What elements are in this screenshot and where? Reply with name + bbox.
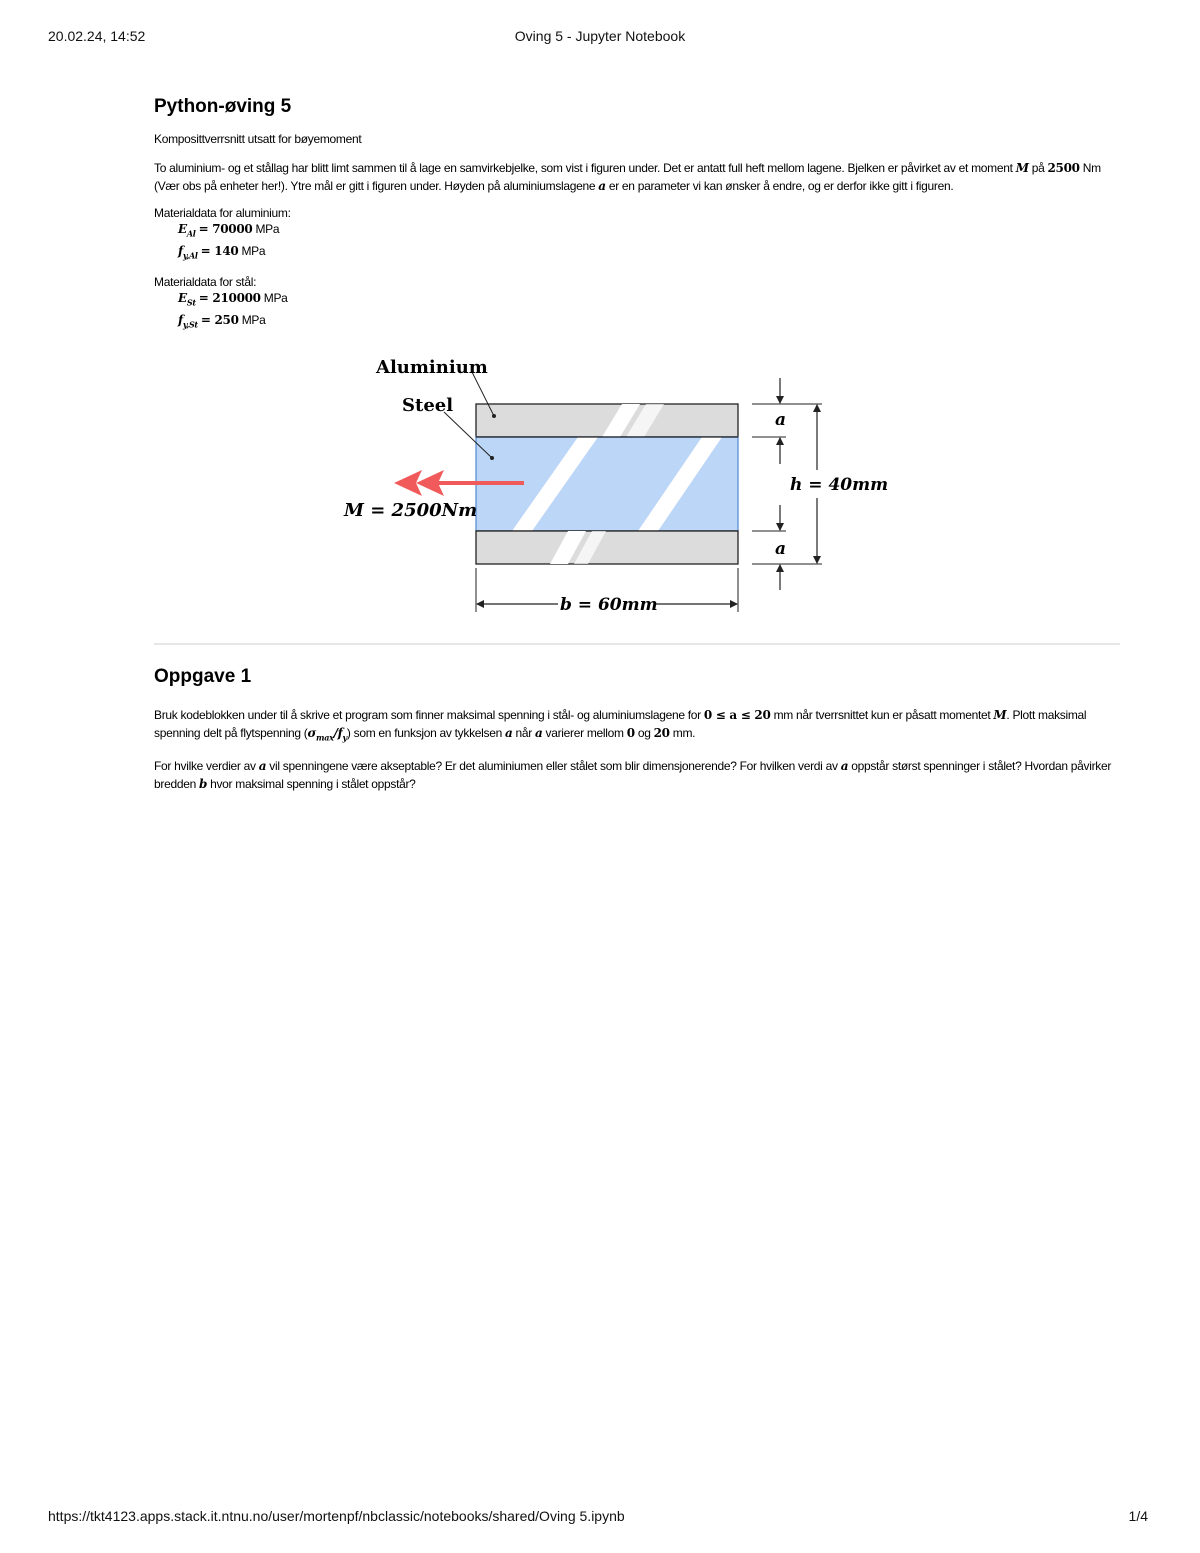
math-moment-value: 2500 bbox=[1047, 161, 1080, 175]
notebook-intro-cell bbox=[154, 96, 1120, 344]
label-a-top: a bbox=[775, 410, 787, 430]
task-text: varierer mellom bbox=[542, 726, 627, 740]
aluminium-bottom-layer bbox=[476, 531, 738, 564]
label-aluminium: Aluminium bbox=[376, 357, 488, 378]
label-moment: M = 2500Nm bbox=[344, 500, 478, 521]
print-datetime: 20.02.24, 14:52 bbox=[48, 28, 146, 44]
print-page-number: 1/4 bbox=[1128, 1508, 1148, 1524]
math-a: a bbox=[535, 726, 543, 740]
math-value: = 250 bbox=[200, 313, 239, 328]
task-text: Bruk kodeblokken under til å skrive et program som finner maksimal spenning i stål- og aluminiumslagene for bbox=[154, 708, 704, 722]
label-a-bottom: a bbox=[775, 539, 787, 559]
task-text: oppstår størst spenninger i stålet? Hvordan påvirker bredden bbox=[154, 759, 1112, 792]
unit: MPa bbox=[238, 244, 266, 259]
steel-heading: Materialdata for stål: bbox=[154, 274, 257, 289]
notebook-subtitle: Komposittverrsnitt utsatt for bøyemoment bbox=[154, 132, 362, 146]
steel-material-data bbox=[154, 275, 1120, 334]
task-heading: Oppgave 1 bbox=[154, 666, 252, 687]
task-paragraph-1 bbox=[154, 706, 1120, 746]
steel-e-modulus bbox=[154, 289, 1120, 311]
math-E: E bbox=[178, 222, 187, 236]
math-subscript: max bbox=[316, 732, 334, 743]
aluminium-heading: Materialdata for aluminium: bbox=[154, 206, 291, 220]
task-text: når bbox=[512, 726, 535, 740]
task-text: ) som en funksjon av tykkelsen bbox=[346, 726, 505, 740]
math-E: E bbox=[178, 290, 187, 305]
math-subscript: y bbox=[342, 732, 347, 743]
math-f: /f bbox=[333, 726, 343, 740]
task-cell bbox=[154, 666, 1120, 804]
math-f: f bbox=[178, 244, 183, 259]
intro-text: er en parameter vi kan ønsker å endre, og er derfor ikke gitt i figuren. bbox=[605, 179, 954, 193]
math-a: a bbox=[840, 759, 849, 774]
label-steel: Steel bbox=[402, 395, 454, 416]
print-title: Oving 5 - Jupyter Notebook bbox=[514, 28, 686, 44]
intro-text: To aluminium- og et stållag har blitt limt sammen til å lage en samvirkebjelke, som vist i figuren under. Det er antatt full heft mellom lagene. Bjelken er påvirket av et moment bbox=[154, 161, 1016, 175]
intro-text: Nm (Vær obs på enheter her!). Ytre mål er gitt i figuren under. Høyden på aluminiumslagene bbox=[154, 161, 1101, 193]
math-value: 0 bbox=[626, 726, 635, 740]
cross-section-figure bbox=[154, 352, 1120, 622]
task-text: hvor maksimal spenning i stålet oppstår? bbox=[207, 777, 416, 792]
print-footer bbox=[0, 1508, 1200, 1528]
math-value: = 70000 bbox=[198, 222, 253, 236]
unit: MPa bbox=[238, 313, 266, 328]
math-subscript: St bbox=[186, 297, 196, 308]
math-value: 20 bbox=[653, 726, 670, 740]
task-text: mm når tverrsnittet kun er påsatt momentet bbox=[770, 708, 994, 722]
intro-text: på bbox=[1028, 161, 1048, 175]
math-M: M bbox=[1015, 161, 1029, 175]
math-subscript: y,St bbox=[182, 319, 198, 330]
steel-yield-strength bbox=[154, 311, 1120, 333]
intro-paragraph bbox=[154, 159, 1120, 195]
math-value: = 140 bbox=[200, 244, 239, 259]
task-text: For hvilke verdier av bbox=[154, 759, 259, 774]
aluminium-material-data bbox=[154, 206, 1120, 265]
unit: MPa bbox=[252, 222, 280, 236]
cell-divider bbox=[154, 643, 1120, 645]
math-subscript: y,Al bbox=[182, 250, 198, 261]
notebook-title: Python-øving 5 bbox=[154, 96, 292, 117]
label-width: b = 60mm bbox=[560, 595, 658, 615]
math-range: 0 ≤ a ≤ 20 bbox=[703, 708, 771, 722]
task-text: vil spenningene være akseptable? Er det aluminiumen eller stålet som blir dimensjonerende? For hvilken verdi av bbox=[266, 759, 841, 774]
math-M: M bbox=[993, 708, 1007, 722]
print-header bbox=[0, 28, 1200, 48]
math-value: = 210000 bbox=[198, 290, 261, 305]
math-a: a bbox=[598, 179, 606, 193]
cross-section-diagram bbox=[154, 352, 1120, 622]
math-a: a bbox=[505, 726, 513, 740]
task-text: . Plott maksimal spenning delt på flytspenning ( bbox=[154, 708, 1087, 740]
math-sigma: σ bbox=[307, 726, 317, 740]
math-f: f bbox=[178, 313, 183, 328]
aluminium-yield-strength bbox=[154, 242, 1120, 264]
math-a: a bbox=[258, 759, 267, 774]
print-url: https://tkt4123.apps.stack.it.ntnu.no/user/mortenpf/nbclassic/notebooks/shared/Oving 5.ipynb bbox=[48, 1508, 625, 1524]
unit: MPa bbox=[260, 290, 288, 305]
task-text: og bbox=[634, 726, 654, 740]
math-b: b bbox=[198, 777, 208, 792]
task-paragraph-2 bbox=[154, 757, 1120, 793]
task-text: mm. bbox=[669, 726, 696, 740]
aluminium-e-modulus bbox=[154, 220, 1120, 242]
label-height: h = 40mm bbox=[790, 475, 889, 495]
math-subscript: Al bbox=[186, 228, 196, 239]
